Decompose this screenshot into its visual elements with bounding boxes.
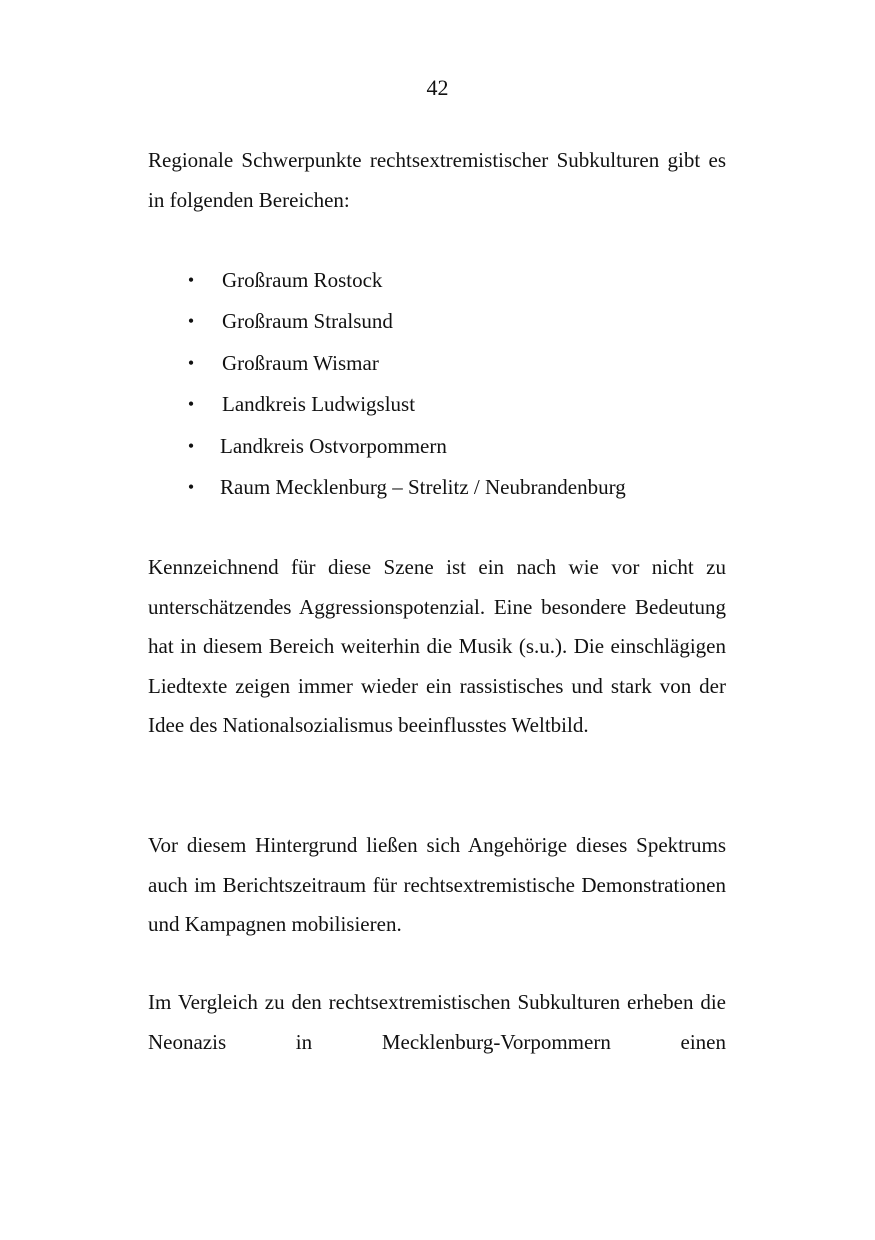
neonazis-paragraph: Im Vergleich zu den rechtsextremistischen Subkulturen erheben die Neonazis in Mecklenburg-Vorpommern einen <box>148 990 726 1054</box>
intro-paragraph: Regionale Schwerpunkte rechtsextremistischer Subkulturen gibt es in folgenden Bereichen: <box>148 148 726 212</box>
region-label: Landkreis Ostvorpommern <box>220 433 447 458</box>
bullet-icon: • <box>187 311 195 332</box>
bullet-icon: • <box>187 352 195 373</box>
bullet-icon: • <box>187 394 195 415</box>
scene-paragraph: Kennzeichnend für diese Szene ist ein nach wie vor nicht zu unterschätzendes Aggressionspotenzial. Eine besondere Bedeutung hat in diesem Bereich weiterhin die Musik (s.u.). Die einschlägigen Liedtexte zeigen immer wieder ein rassistisches und stark von der Idee des Nationalsozialismus beeinflusstes Weltbild. <box>148 555 726 737</box>
mobilisation-paragraph: Vor diesem Hintergrund ließen sich Angehörige dieses Spektrums auch im Berichtszeitraum für rechtsextremistische Demonstrationen und Kampagnen mobilisieren. <box>148 833 726 936</box>
region-label: Raum Mecklenburg – Strelitz / Neubrandenburg <box>220 474 626 499</box>
bullet-icon: • <box>187 435 195 456</box>
region-label: Großraum Stralsund <box>222 309 393 334</box>
region-label: Landkreis Ludwigslust <box>222 392 416 417</box>
bullet-icon: • <box>187 270 195 290</box>
bullet-icon: • <box>187 476 195 497</box>
page-number: 42 <box>426 75 449 100</box>
region-label: Großraum Wismar <box>222 350 379 375</box>
region-label: Großraum Rostock <box>222 268 383 292</box>
